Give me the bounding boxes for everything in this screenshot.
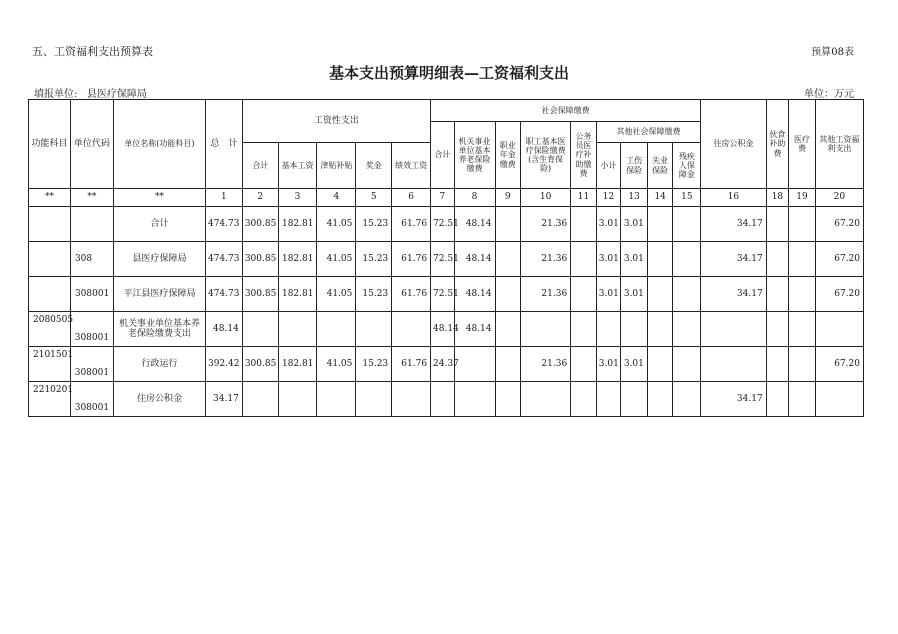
index-cell: ** [113,189,205,207]
cell-medfee [789,207,816,242]
cell-other: 67.20 [815,242,863,277]
index-cell: 7 [431,189,455,207]
cell-pension [454,382,495,417]
cell-allow: 41.05 [317,347,356,382]
cell-perf: 61.76 [392,242,431,277]
cell-unemp [647,382,673,417]
cell-soc_total: 48.14 [431,312,455,347]
cell-pension [454,347,495,382]
cell-code [70,207,113,242]
cell-total: 392.42 [205,347,242,382]
cell-medical: 21.36 [521,242,571,277]
cell-injury [621,312,648,347]
cell-housing: 34.17 [701,207,766,242]
index-cell: 8 [454,189,495,207]
cell-medfee [789,312,816,347]
index-row [29,189,864,207]
section-title: 五、工资福利支出预算表 [32,45,153,58]
table-row [29,312,864,347]
cell-o_sub: 3.01 [596,347,621,382]
fill-unit-value: 县医疗保障局 [86,89,147,100]
cell-name: 平江县医疗保障局 [113,277,205,312]
col-func-subject: 功能科目 [29,100,71,189]
cell-pension: 48.14 [454,207,495,242]
cell-allow [317,312,356,347]
col-unit-code: 单位代码 [70,100,113,189]
col-medical-fee: 医疗费 [789,100,816,189]
cell-basic [278,312,317,347]
cell-perf: 61.76 [392,207,431,242]
cell-annuity [495,347,521,382]
cell-housing [701,347,766,382]
cell-perf [392,312,431,347]
cell-disab [673,277,701,312]
cell-housing [701,312,766,347]
index-cell: 5 [356,189,392,207]
cell-allow [317,382,356,417]
index-cell: 20 [815,189,863,207]
col-other-subtotal: 小计 [596,143,621,189]
col-housing-fund: 住房公积金 [701,100,766,189]
cell-medical [521,312,571,347]
index-cell: 18 [766,189,789,207]
cell-soc_total: 72.51 [431,277,455,312]
cell-annuity [495,242,521,277]
unit-label: 单位：万元 [804,89,854,100]
fill-unit-label: 填报单位: [34,89,78,100]
cell-housing: 34.17 [701,277,766,312]
cell-soc_total [431,382,455,417]
cell-civil [571,207,597,242]
cell-code: 308001 [70,277,113,312]
col-injury: 工伤保险 [621,143,648,189]
index-cell: 12 [596,189,621,207]
col-civil-medical: 公务员医疗补助缴费 [571,122,597,189]
table-header [29,100,864,207]
cell-civil [571,242,597,277]
cell-meal [766,207,789,242]
index-cell: 15 [673,189,701,207]
cell-o_sub [596,382,621,417]
cell-bonus [356,382,392,417]
cell-s_total [242,312,278,347]
cell-medical [521,382,571,417]
cell-injury: 3.01 [621,207,648,242]
col-performance: 绩效工资 [392,143,431,189]
cell-housing: 34.17 [701,382,766,417]
cell-medical: 21.36 [521,277,571,312]
cell-o_sub: 3.01 [596,207,621,242]
cell-injury: 3.01 [621,242,648,277]
index-cell: 10 [521,189,571,207]
cell-medfee [789,347,816,382]
col-basic-salary: 基本工资 [278,143,317,189]
cell-func [29,277,71,312]
cell-s_total: 300.85 [242,277,278,312]
cell-func: 2210201 [29,382,71,417]
cell-total: 34.17 [205,382,242,417]
cell-bonus [356,312,392,347]
cell-other [815,312,863,347]
cell-soc_total: 72.51 [431,242,455,277]
cell-civil [571,277,597,312]
cell-allow: 41.05 [317,242,356,277]
index-cell: 1 [205,189,242,207]
col-disability: 残疾人保障金 [673,143,701,189]
index-cell: 9 [495,189,521,207]
cell-bonus: 15.23 [356,242,392,277]
cell-basic: 182.81 [278,277,317,312]
cell-unemp [647,347,673,382]
group-salary: 工资性支出 [242,100,430,143]
col-salary-total: 合计 [242,143,278,189]
cell-unemp [647,242,673,277]
cell-civil [571,382,597,417]
cell-perf: 61.76 [392,347,431,382]
cell-other: 67.20 [815,207,863,242]
col-unemployment: 失业保险 [647,143,673,189]
cell-func: 2080505 [29,312,71,347]
cell-annuity [495,382,521,417]
cell-basic: 182.81 [278,347,317,382]
index-cell: ** [70,189,113,207]
cell-o_sub [596,312,621,347]
cell-pension: 48.14 [454,312,495,347]
col-other-salary: 其他工资福利支出 [815,100,863,189]
cell-medical: 21.36 [521,207,571,242]
cell-basic [278,382,317,417]
fill-unit [34,85,147,100]
cell-soc_total: 24.37 [431,347,455,382]
cell-disab [673,207,701,242]
cell-bonus: 15.23 [356,347,392,382]
col-medical-insurance: 职工基本医疗保险缴费(含生育保险) [521,122,571,189]
cell-soc_total: 72.51 [431,207,455,242]
cell-allow: 41.05 [317,207,356,242]
cell-civil [571,312,597,347]
cell-unemp [647,207,673,242]
document-title: 基本支出预算明细表—工资福利支出 [328,64,569,82]
cell-disab [673,382,701,417]
cell-total: 48.14 [205,312,242,347]
group-social: 社会保障缴费 [431,100,701,122]
cell-perf [392,382,431,417]
index-cell: 14 [647,189,673,207]
index-cell: 2 [242,189,278,207]
table-row [29,207,864,242]
cell-injury [621,382,648,417]
cell-pension: 48.14 [454,242,495,277]
cell-perf: 61.76 [392,277,431,312]
cell-name: 行政运行 [113,347,205,382]
cell-meal [766,242,789,277]
cell-code: 308 [70,242,113,277]
index-cell: 11 [571,189,597,207]
cell-other: 67.20 [815,347,863,382]
cell-unemp [647,312,673,347]
cell-meal [766,312,789,347]
cell-housing: 34.17 [701,242,766,277]
cell-o_sub: 3.01 [596,242,621,277]
cell-meal [766,347,789,382]
cell-meal [766,382,789,417]
cell-func: 2101501 [29,347,71,382]
cell-s_total: 300.85 [242,347,278,382]
cell-medfee [789,277,816,312]
cell-injury: 3.01 [621,347,648,382]
cell-medfee [789,242,816,277]
cell-bonus: 15.23 [356,277,392,312]
cell-total: 474.73 [205,242,242,277]
cell-annuity [495,312,521,347]
cell-medical: 21.36 [521,347,571,382]
cell-total: 474.73 [205,207,242,242]
cell-disab [673,347,701,382]
cell-other: 67.20 [815,277,863,312]
cell-medfee [789,382,816,417]
cell-s_total [242,382,278,417]
budget-table [28,99,864,417]
cell-basic: 182.81 [278,242,317,277]
col-social-total: 合计 [431,122,455,189]
index-cell: 6 [392,189,431,207]
cell-civil [571,347,597,382]
table-body [29,207,864,417]
cell-basic: 182.81 [278,207,317,242]
cell-name: 县医疗保障局 [113,242,205,277]
col-bonus: 奖金 [356,143,392,189]
col-annuity: 职业年金缴费 [495,122,521,189]
cell-o_sub: 3.01 [596,277,621,312]
cell-name: 合计 [113,207,205,242]
col-unit-name: 单位名称(功能科目) [113,100,205,189]
col-pension: 机关事业单位基本养老保险缴费 [454,122,495,189]
cell-total: 474.73 [205,277,242,312]
cell-s_total: 300.85 [242,207,278,242]
cell-unemp [647,277,673,312]
cell-code: 308001 [70,382,113,417]
col-meal-subsidy: 伙食补助费 [766,100,789,189]
table-row [29,382,864,417]
cell-s_total: 300.85 [242,242,278,277]
col-allowance: 津贴补贴 [317,143,356,189]
cell-other [815,382,863,417]
cell-code: 308001 [70,347,113,382]
cell-disab [673,312,701,347]
cell-code: 308001 [70,312,113,347]
cell-injury: 3.01 [621,277,648,312]
cell-func [29,242,71,277]
cell-bonus: 15.23 [356,207,392,242]
cell-func [29,207,71,242]
cell-name: 机关事业单位基本养老保险缴费支出 [113,312,205,347]
table-row [29,347,864,382]
cell-allow: 41.05 [317,277,356,312]
index-cell: 4 [317,189,356,207]
index-cell: ** [29,189,71,207]
form-number: 预算08表 [811,47,854,58]
cell-annuity [495,277,521,312]
index-cell: 3 [278,189,317,207]
index-cell: 19 [789,189,816,207]
cell-annuity [495,207,521,242]
table-row [29,277,864,312]
cell-meal [766,277,789,312]
cell-pension: 48.14 [454,277,495,312]
index-cell: 16 [701,189,766,207]
cell-disab [673,242,701,277]
table-row [29,242,864,277]
col-total: 总 计 [205,100,242,189]
group-other-social: 其他社会保障缴费 [596,122,700,143]
index-cell: 13 [621,189,648,207]
cell-name: 住房公积金 [113,382,205,417]
